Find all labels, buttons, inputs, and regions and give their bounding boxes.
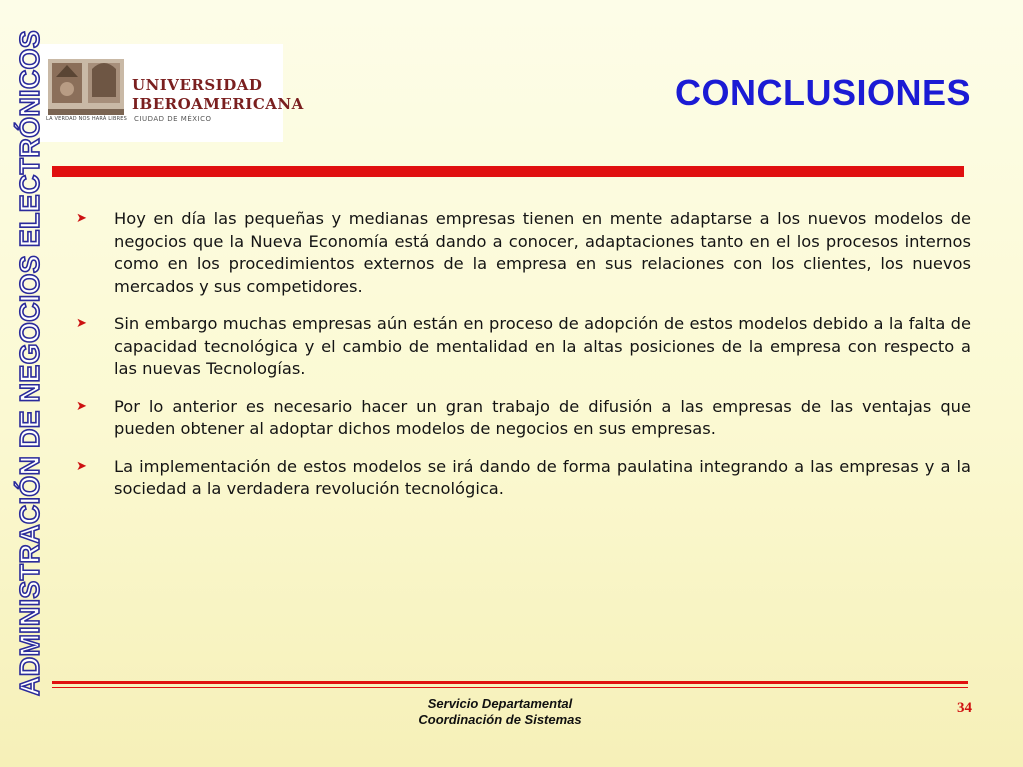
footer-line1: Servicio Departamental <box>427 696 573 711</box>
bullet-text: Por lo anterior es necesario hacer un gran trabajo de difusión a las empresas de las ventajas que pueden obtener al adoptar dichos modelos de negocios en sus empresas. <box>114 396 971 438</box>
sidebar-title-text: ADMINISTRACIÓN DE NEGOCIOS ELECTRÓNICOS <box>14 7 45 696</box>
university-logo <box>40 44 304 142</box>
bullet-text: Sin embargo muchas empresas aún están en proceso de adopción de estos modelos debido a la falta de capacidad tecnológica y el cambio de mentalidad en la altas posiciones de la empresa con respecto a las nuevas Tecnologías. <box>114 314 971 378</box>
footer-line2: Coordinación de Sistemas <box>418 712 582 727</box>
arrow-bullet-icon: ➤ <box>76 398 87 414</box>
logo-motto: LA VERDAD NOS HARÁ LIBRES <box>46 116 127 122</box>
bullet-text: Hoy en día las pequeñas y medianas empresas tienen en mente adaptarse a los nuevos modelos de negocios que la Nueva Economía está dando a conocer, adaptaciones tanto en el los procesos internos como en los procedimientos externos de la empresa en sus relaciones con los clientes, los nuevos mercados y sus competidores. <box>114 209 971 296</box>
bullet-item <box>76 313 971 381</box>
bullet-item <box>76 456 971 501</box>
footer-divider-thick <box>52 681 968 684</box>
bullet-text: La implementación de estos modelos se irá dando de forma paulatina integrando a las empresas y a la sociedad a la verdadera revolución tecnológica. <box>114 456 971 498</box>
crest-icon <box>42 47 130 139</box>
slide-title: CONCLUSIONES <box>674 72 971 113</box>
logo-line2: IBEROAMERICANA <box>132 95 304 113</box>
bullet-item <box>76 208 971 298</box>
page-number: 34 <box>957 700 972 716</box>
footer-credit <box>340 696 660 728</box>
logo-city: CIUDAD DE MÉXICO <box>134 115 212 123</box>
title-divider <box>52 166 964 177</box>
logo-university-name <box>132 76 304 114</box>
logo-line1: UNIVERSIDAD <box>132 76 263 94</box>
bullet-list <box>76 208 971 516</box>
arrow-bullet-icon: ➤ <box>76 458 87 474</box>
bullet-item <box>76 396 971 441</box>
arrow-bullet-icon: ➤ <box>76 316 87 331</box>
footer-divider-thin <box>52 687 968 688</box>
arrow-bullet-icon: ➤ <box>76 211 87 226</box>
